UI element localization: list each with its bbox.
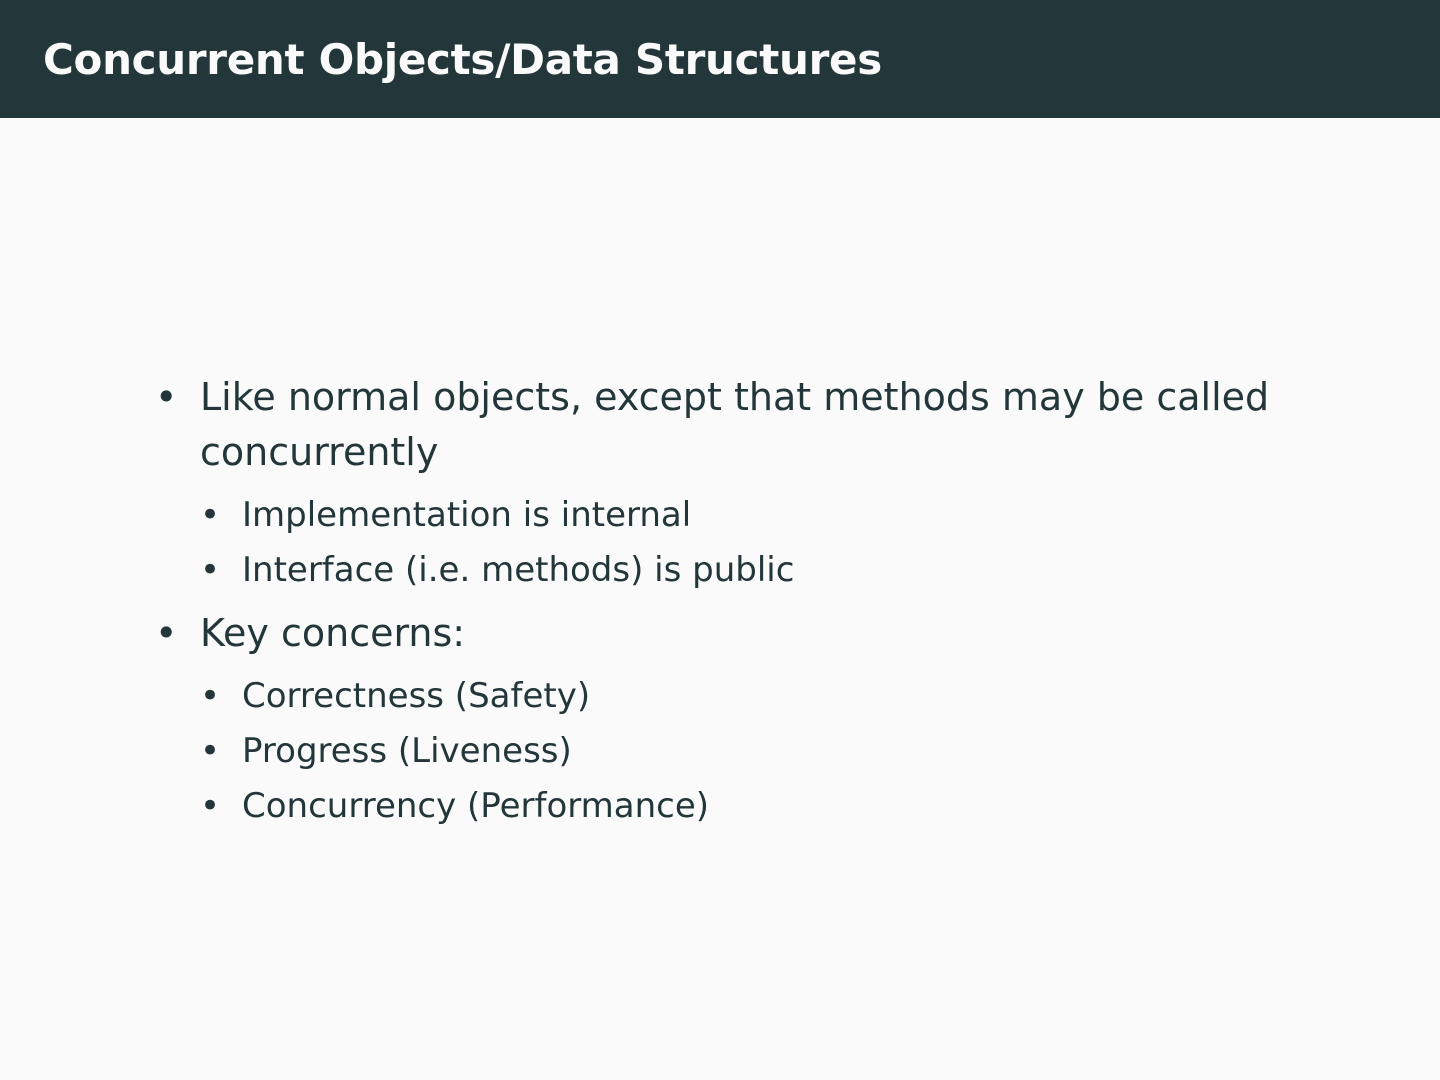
list-item-text: Like normal objects, except that methods may be called concurrently (200, 375, 1270, 474)
bullet-icon: • (200, 676, 221, 716)
sub-list-item-text: Interface (i.e. methods) is public (242, 550, 795, 590)
title-bar (0, 0, 1440, 118)
list-item (155, 370, 1275, 598)
bullet-icon: • (155, 611, 178, 655)
slide-content (155, 370, 1275, 842)
bullet-icon: • (200, 495, 221, 535)
list-item (155, 606, 1275, 834)
sub-list-item (200, 543, 1275, 598)
bullet-icon: • (200, 731, 221, 771)
sub-list-item (200, 669, 1275, 724)
sub-bullet-list (200, 488, 1275, 598)
list-item-text: Key concerns: (200, 611, 466, 655)
sub-list-item-text: Progress (Liveness) (242, 731, 572, 771)
sub-list-item (200, 779, 1275, 834)
sub-list-item-text: Concurrency (Performance) (242, 786, 710, 826)
bullet-icon: • (200, 786, 221, 826)
sub-list-item (200, 488, 1275, 543)
bullet-icon: • (155, 375, 178, 419)
sub-list-item-text: Implementation is internal (242, 495, 692, 535)
sub-bullet-list (200, 669, 1275, 834)
slide-title: Concurrent Objects/Data Structures (43, 35, 882, 84)
sub-list-item (200, 724, 1275, 779)
bullet-list (155, 370, 1275, 834)
bullet-icon: • (200, 550, 221, 590)
sub-list-item-text: Correctness (Safety) (242, 676, 591, 716)
